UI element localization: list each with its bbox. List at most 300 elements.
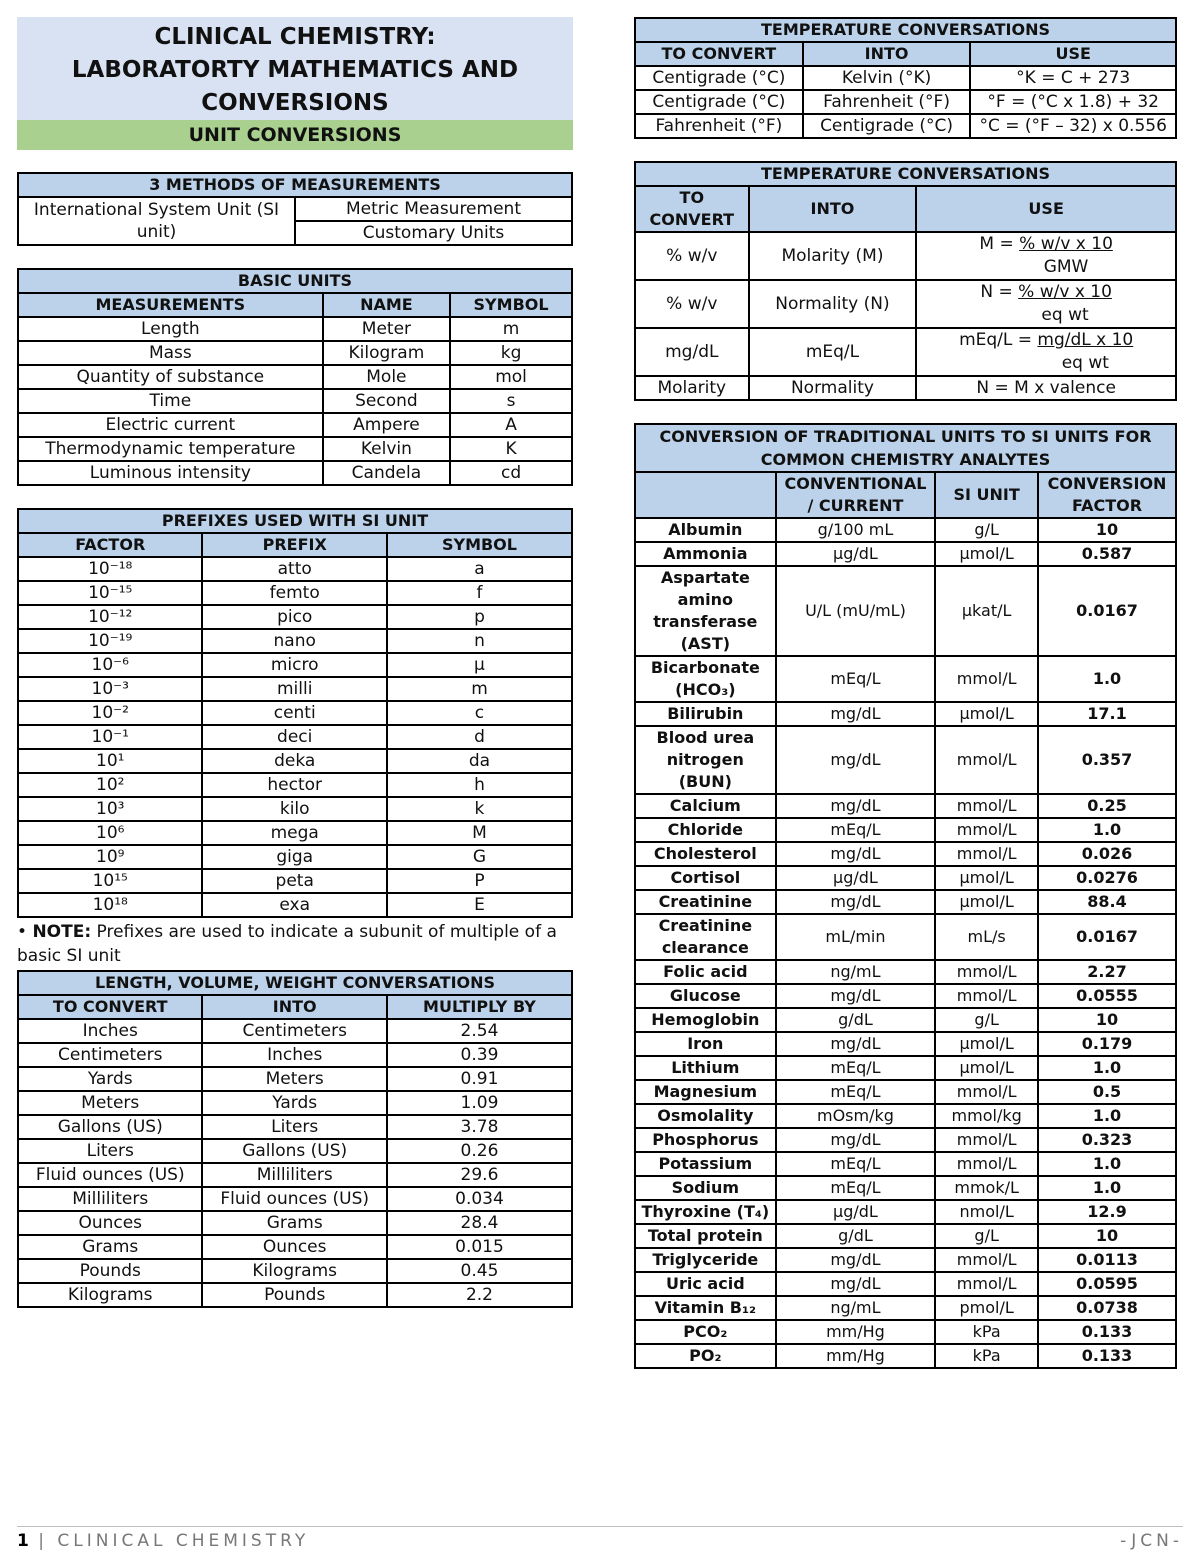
- table-cell: Time: [18, 389, 323, 413]
- table-cell: mmol/L: [935, 1248, 1038, 1272]
- table-cell: Yards: [18, 1067, 202, 1091]
- table-cell: 0.0167: [1038, 914, 1176, 960]
- table-cell: Fluid ounces (US): [18, 1163, 202, 1187]
- table-cell: µ: [387, 653, 572, 677]
- table-cell: 0.587: [1038, 542, 1176, 566]
- column-header: CONVENTIONAL / CURRENT: [776, 472, 936, 518]
- table-row: [18, 845, 572, 869]
- table-cell: E: [387, 893, 572, 917]
- table-cell: mmok/L: [935, 1176, 1038, 1200]
- fraction: [1019, 233, 1113, 279]
- table-cell: Osmolality: [635, 1104, 776, 1128]
- basic-units-header: BASIC UNITS: [18, 269, 572, 293]
- table-cell: 10¹⁸: [18, 893, 202, 917]
- table-cell: 10¹: [18, 749, 202, 773]
- table-cell: mmol/L: [935, 1272, 1038, 1296]
- table-cell: g/L: [935, 518, 1038, 542]
- table-cell: hector: [202, 773, 386, 797]
- table-cell: Length: [18, 317, 323, 341]
- table-cell: mEq/L: [776, 1176, 936, 1200]
- table-cell: Iron: [635, 1032, 776, 1056]
- table-cell: µg/dL: [776, 542, 936, 566]
- page-title: CLINICAL CHEMISTRY: LABORATORTY MATHEMATICS AND CONVERSIONS: [17, 17, 573, 120]
- metric-cell: Metric Measurement: [295, 197, 572, 221]
- fraction-numerator: % w/v x 10: [1018, 282, 1112, 302]
- table-row: [635, 566, 1176, 656]
- formula-cell: [916, 232, 1176, 280]
- column-header: INTO: [749, 186, 917, 232]
- page-footer: [17, 1526, 1183, 1551]
- table-cell: Mole: [323, 365, 450, 389]
- table-row: [18, 1067, 572, 1091]
- table-cell: ng/mL: [776, 1296, 936, 1320]
- table-cell: 0.5: [1038, 1080, 1176, 1104]
- table-row: [18, 677, 572, 701]
- table-cell: 0.0113: [1038, 1248, 1176, 1272]
- fraction: [1018, 281, 1112, 327]
- table-cell: Meter: [323, 317, 450, 341]
- table-cell: 10⁻¹⁹: [18, 629, 202, 653]
- table-cell: µkat/L: [935, 566, 1038, 656]
- table-cell: da: [387, 749, 572, 773]
- table-cell: mmol/L: [935, 1152, 1038, 1176]
- table-row: [18, 413, 572, 437]
- table-row: [18, 629, 572, 653]
- table-cell: Aspartate amino transferase (AST): [635, 566, 776, 656]
- table-cell: 0.179: [1038, 1032, 1176, 1056]
- table-cell: 28.4: [387, 1211, 572, 1235]
- methods-table: [17, 172, 573, 246]
- table-cell: Centimeters: [202, 1019, 386, 1043]
- table-cell: Folic acid: [635, 960, 776, 984]
- table-cell: mg/dL: [776, 842, 936, 866]
- table-cell: 10⁻⁶: [18, 653, 202, 677]
- table-cell: kPa: [935, 1320, 1038, 1344]
- table-cell: Liters: [202, 1115, 386, 1139]
- fraction-denominator: eq wt: [1061, 353, 1109, 373]
- table-cell: mmol/kg: [935, 1104, 1038, 1128]
- table-row: [18, 725, 572, 749]
- table-cell: nano: [202, 629, 386, 653]
- table-cell: µmol/L: [935, 1056, 1038, 1080]
- table-cell: U/L (mU/mL): [776, 566, 936, 656]
- table-row: [18, 1283, 572, 1307]
- table-cell: Milliliters: [18, 1187, 202, 1211]
- table-row: [635, 1320, 1176, 1344]
- table-cell: µg/dL: [776, 1200, 936, 1224]
- table-row: [635, 1128, 1176, 1152]
- table-cell: s: [450, 389, 572, 413]
- column-header: MULTIPLY BY: [387, 995, 572, 1019]
- table-cell: 17.1: [1038, 702, 1176, 726]
- table-cell: nmol/L: [935, 1200, 1038, 1224]
- table-cell: Ammonia: [635, 542, 776, 566]
- table-cell: µmol/L: [935, 890, 1038, 914]
- table-cell: kilo: [202, 797, 386, 821]
- column-header: TO CONVERT: [18, 995, 202, 1019]
- table-cell: mg/dL: [776, 890, 936, 914]
- table-cell: mg/dL: [776, 794, 936, 818]
- table-cell: Ampere: [323, 413, 450, 437]
- table-cell: Sodium: [635, 1176, 776, 1200]
- table-row: [18, 1163, 572, 1187]
- table-cell: 10³: [18, 797, 202, 821]
- table-cell: 10⁻¹⁵: [18, 581, 202, 605]
- table-row: [18, 317, 572, 341]
- table-cell: Uric acid: [635, 1272, 776, 1296]
- table-row: [635, 818, 1176, 842]
- table-cell: 0.0555: [1038, 984, 1176, 1008]
- table-row: [635, 1008, 1176, 1032]
- basic-units-table: [17, 268, 573, 486]
- table-cell: 10⁹: [18, 845, 202, 869]
- table-row: [18, 1043, 572, 1067]
- table-cell: Potassium: [635, 1152, 776, 1176]
- table-cell: Kilograms: [202, 1259, 386, 1283]
- table-cell: Triglyceride: [635, 1248, 776, 1272]
- table-cell: Creatinine clearance: [635, 914, 776, 960]
- table-cell: Normality (N): [749, 280, 917, 328]
- column-header: MEASUREMENTS: [18, 293, 323, 317]
- table-cell: g/L: [935, 1008, 1038, 1032]
- table-row: [18, 1019, 572, 1043]
- table-row: [18, 893, 572, 917]
- table-cell: Meters: [202, 1067, 386, 1091]
- table-cell: 10: [1038, 518, 1176, 542]
- table-row: [635, 1296, 1176, 1320]
- table-row: [18, 389, 572, 413]
- table-cell: 88.4: [1038, 890, 1176, 914]
- table-cell: mol: [450, 365, 572, 389]
- table-cell: 2.27: [1038, 960, 1176, 984]
- table-cell: Kilogram: [323, 341, 450, 365]
- column-header: SYMBOL: [450, 293, 572, 317]
- table-cell: Centimeters: [18, 1043, 202, 1067]
- table-cell: Creatinine: [635, 890, 776, 914]
- table-row: [635, 1224, 1176, 1248]
- table-cell: Cholesterol: [635, 842, 776, 866]
- table-cell: mmol/L: [935, 794, 1038, 818]
- table-cell: 0.0167: [1038, 566, 1176, 656]
- prefixes-header: PREFIXES USED WITH SI UNIT: [18, 509, 572, 533]
- column-header: NAME: [323, 293, 450, 317]
- table-cell: g/dL: [776, 1008, 936, 1032]
- table-cell: peta: [202, 869, 386, 893]
- table-cell: mmol/L: [935, 656, 1038, 702]
- fraction-denominator: eq wt: [1041, 305, 1089, 325]
- table-cell: mega: [202, 821, 386, 845]
- table-row: [635, 542, 1176, 566]
- column-header: INTO: [803, 42, 971, 66]
- page-number: 1: [17, 1531, 29, 1551]
- column-header-row: [18, 995, 572, 1019]
- footer-separator: |: [28, 1531, 58, 1551]
- column-header-row: [18, 293, 572, 317]
- table-cell: Normality: [749, 376, 917, 400]
- table-cell: Fahrenheit (°F): [803, 90, 971, 114]
- table-cell: kg: [450, 341, 572, 365]
- table-cell: µg/dL: [776, 866, 936, 890]
- table-cell: 0.26: [387, 1139, 572, 1163]
- column-header: FACTOR: [18, 533, 202, 557]
- table-cell: Glucose: [635, 984, 776, 1008]
- table-cell: k: [387, 797, 572, 821]
- table-cell: 10⁶: [18, 821, 202, 845]
- fraction-denominator: GMW: [1043, 257, 1089, 277]
- table-row: [18, 797, 572, 821]
- table-cell: n: [387, 629, 572, 653]
- table-row: [635, 914, 1176, 960]
- table-cell: mm/Hg: [776, 1344, 936, 1368]
- column-header: CONVERSION FACTOR: [1038, 472, 1176, 518]
- table-cell: 0.034: [387, 1187, 572, 1211]
- table-row: [18, 557, 572, 581]
- formula-cell: [916, 328, 1176, 376]
- table-cell: mg/dL: [776, 984, 936, 1008]
- table-row: [18, 1139, 572, 1163]
- table-cell: K: [450, 437, 572, 461]
- table-cell: Calcium: [635, 794, 776, 818]
- table-row: [635, 842, 1176, 866]
- table-cell: Lithium: [635, 1056, 776, 1080]
- table-cell: femto: [202, 581, 386, 605]
- table-cell: PCO₂: [635, 1320, 776, 1344]
- table-cell: 0.0276: [1038, 866, 1176, 890]
- analytes-header: CONVERSION OF TRADITIONAL UNITS TO SI UNITS FOR COMMON CHEMISTRY ANALYTES: [635, 424, 1176, 472]
- table-cell: Hemoglobin: [635, 1008, 776, 1032]
- table-cell: ng/mL: [776, 960, 936, 984]
- table-row: [18, 653, 572, 677]
- table-cell: 12.9: [1038, 1200, 1176, 1224]
- table-cell: 2.2: [387, 1283, 572, 1307]
- table-row: [18, 341, 572, 365]
- table-cell: 29.6: [387, 1163, 572, 1187]
- table-cell: p: [387, 605, 572, 629]
- table-row: [635, 1344, 1176, 1368]
- column-header: INTO: [202, 995, 386, 1019]
- table-cell: 0.91: [387, 1067, 572, 1091]
- table-cell: 0.015: [387, 1235, 572, 1259]
- table-cell: 10: [1038, 1008, 1176, 1032]
- table-row: [18, 701, 572, 725]
- table-cell: 0.0738: [1038, 1296, 1176, 1320]
- table-cell: mg/dL: [635, 328, 749, 376]
- footer-label: CLINICAL CHEMISTRY: [57, 1531, 310, 1551]
- table-cell: Bilirubin: [635, 702, 776, 726]
- temp1-header: TEMPERATURE CONVERSATIONS: [635, 18, 1176, 42]
- table-cell: Blood urea nitrogen (BUN): [635, 726, 776, 794]
- prefixes-table: [17, 508, 573, 918]
- fraction-numerator: mg/dL x 10: [1037, 330, 1134, 350]
- si-unit-cell: International System Unit (SI unit): [18, 197, 295, 245]
- table-cell: Milliliters: [202, 1163, 386, 1187]
- table-row: [18, 749, 572, 773]
- table-cell: Grams: [202, 1211, 386, 1235]
- table-row: [635, 1080, 1176, 1104]
- column-header-row: [635, 42, 1176, 66]
- table-row: [635, 656, 1176, 702]
- table-row: [635, 1104, 1176, 1128]
- table-row: [635, 1200, 1176, 1224]
- column-header: SYMBOL: [387, 533, 572, 557]
- column-header: USE: [916, 186, 1176, 232]
- column-header: PREFIX: [202, 533, 386, 557]
- table-row: [635, 1152, 1176, 1176]
- table-row: [635, 702, 1176, 726]
- table-cell: mL/s: [935, 914, 1038, 960]
- table-row: [635, 1248, 1176, 1272]
- table-cell: mg/dL: [776, 1032, 936, 1056]
- table-cell: 3.78: [387, 1115, 572, 1139]
- table-cell: Grams: [18, 1235, 202, 1259]
- table-cell: g/dL: [776, 1224, 936, 1248]
- table-cell: cd: [450, 461, 572, 485]
- table-cell: mEq/L: [776, 1152, 936, 1176]
- table-cell: Electric current: [18, 413, 323, 437]
- table-cell: Gallons (US): [202, 1139, 386, 1163]
- table-cell: Vitamin B₁₂: [635, 1296, 776, 1320]
- table-cell: G: [387, 845, 572, 869]
- table-cell: 10⁻¹: [18, 725, 202, 749]
- table-cell: giga: [202, 845, 386, 869]
- table-row: [18, 821, 572, 845]
- table-cell: Ounces: [18, 1211, 202, 1235]
- table-cell: mEq/L: [776, 1080, 936, 1104]
- table-row: [635, 232, 1176, 280]
- table-cell: mmol/L: [935, 960, 1038, 984]
- table-cell: mL/min: [776, 914, 936, 960]
- lvw-table: [17, 970, 573, 1308]
- table-cell: Kelvin: [323, 437, 450, 461]
- section-subtitle: UNIT CONVERSIONS: [17, 120, 573, 150]
- table-cell: mm/Hg: [776, 1320, 936, 1344]
- table-cell: mmol/L: [935, 726, 1038, 794]
- table-cell: °K = C + 273: [970, 66, 1176, 90]
- table-cell: 0.026: [1038, 842, 1176, 866]
- table-cell: M: [387, 821, 572, 845]
- table-cell: 1.0: [1038, 1056, 1176, 1080]
- table-cell: 0.133: [1038, 1320, 1176, 1344]
- table-row: [635, 726, 1176, 794]
- table-row: [635, 66, 1176, 90]
- table-cell: 10¹⁵: [18, 869, 202, 893]
- table-cell: kPa: [935, 1344, 1038, 1368]
- table-cell: Kilograms: [18, 1283, 202, 1307]
- table-row: [18, 581, 572, 605]
- table-cell: Molarity (M): [749, 232, 917, 280]
- table-row: [635, 376, 1176, 400]
- table-cell: Centigrade (°C): [635, 66, 803, 90]
- table-cell: Phosphorus: [635, 1128, 776, 1152]
- table-cell: centi: [202, 701, 386, 725]
- table-cell: 10²: [18, 773, 202, 797]
- table-row: [18, 1187, 572, 1211]
- prefix-note: • NOTE: Prefixes are used to indicate a subunit of multiple of a basic SI unit: [17, 922, 557, 966]
- table-cell: mg/dL: [776, 1128, 936, 1152]
- footer-author: -JCN-: [1120, 1531, 1183, 1551]
- table-cell: mg/dL: [776, 702, 936, 726]
- table-cell: 10: [1038, 1224, 1176, 1248]
- right-column: [634, 17, 1177, 1369]
- table-cell: 1.0: [1038, 656, 1176, 702]
- table-cell: 0.0595: [1038, 1272, 1176, 1296]
- table-cell: mg/dL: [776, 1272, 936, 1296]
- table-cell: 1.0: [1038, 1104, 1176, 1128]
- table-cell: Fahrenheit (°F): [635, 114, 803, 138]
- note-label: NOTE:: [32, 922, 92, 942]
- table-cell: Fluid ounces (US): [202, 1187, 386, 1211]
- table-cell: 0.25: [1038, 794, 1176, 818]
- table-cell: mmol/L: [935, 818, 1038, 842]
- table-cell: Luminous intensity: [18, 461, 323, 485]
- column-header: TO CONVERT: [635, 186, 749, 232]
- table-cell: Thyroxine (T₄): [635, 1200, 776, 1224]
- table-row: [635, 794, 1176, 818]
- table-cell: m: [387, 677, 572, 701]
- table-cell: 2.54: [387, 1019, 572, 1043]
- table-cell: °C = (°F – 32) x 0.556: [970, 114, 1176, 138]
- table-cell: Mass: [18, 341, 323, 365]
- table-cell: Liters: [18, 1139, 202, 1163]
- table-cell: A: [450, 413, 572, 437]
- table-cell: Molarity: [635, 376, 749, 400]
- table-cell: mg/dL: [776, 726, 936, 794]
- column-header-row: [635, 186, 1176, 232]
- table-row: [635, 960, 1176, 984]
- table-row: [18, 1115, 572, 1139]
- table-cell: Pounds: [18, 1259, 202, 1283]
- table-cell: Cortisol: [635, 866, 776, 890]
- table-row: [635, 1272, 1176, 1296]
- table-cell: % w/v: [635, 280, 749, 328]
- table-cell: pico: [202, 605, 386, 629]
- column-header-row: [635, 472, 1176, 518]
- fraction-numerator: % w/v x 10: [1019, 234, 1113, 254]
- formula-prefix: mEq/L =: [959, 330, 1038, 350]
- table-row: [18, 1259, 572, 1283]
- table-cell: g/L: [935, 1224, 1038, 1248]
- table-cell: Albumin: [635, 518, 776, 542]
- methods-header: 3 METHODS OF MEASUREMENTS: [18, 173, 572, 197]
- table-cell: °F = (°C x 1.8) + 32: [970, 90, 1176, 114]
- table-cell: deci: [202, 725, 386, 749]
- table-cell: mOsm/kg: [776, 1104, 936, 1128]
- table-cell: Centigrade (°C): [803, 114, 971, 138]
- table-cell: f: [387, 581, 572, 605]
- table-cell: N = M x valence: [916, 376, 1176, 400]
- table-row: [18, 437, 572, 461]
- table-cell: 1.0: [1038, 1152, 1176, 1176]
- table-cell: 10⁻³: [18, 677, 202, 701]
- table-row: [18, 365, 572, 389]
- column-header: [635, 472, 776, 518]
- table-cell: Inches: [18, 1019, 202, 1043]
- table-cell: Thermodynamic temperature: [18, 437, 323, 461]
- table-cell: P: [387, 869, 572, 893]
- table-cell: 10⁻²: [18, 701, 202, 725]
- table-cell: Chloride: [635, 818, 776, 842]
- table-cell: 0.357: [1038, 726, 1176, 794]
- table-row: [635, 1176, 1176, 1200]
- table-cell: Total protein: [635, 1224, 776, 1248]
- table-row: [635, 984, 1176, 1008]
- table-cell: µmol/L: [935, 866, 1038, 890]
- table-cell: 10⁻¹⁸: [18, 557, 202, 581]
- table-cell: h: [387, 773, 572, 797]
- table-cell: mEq/L: [776, 818, 936, 842]
- table-row: [18, 461, 572, 485]
- table-cell: µmol/L: [935, 542, 1038, 566]
